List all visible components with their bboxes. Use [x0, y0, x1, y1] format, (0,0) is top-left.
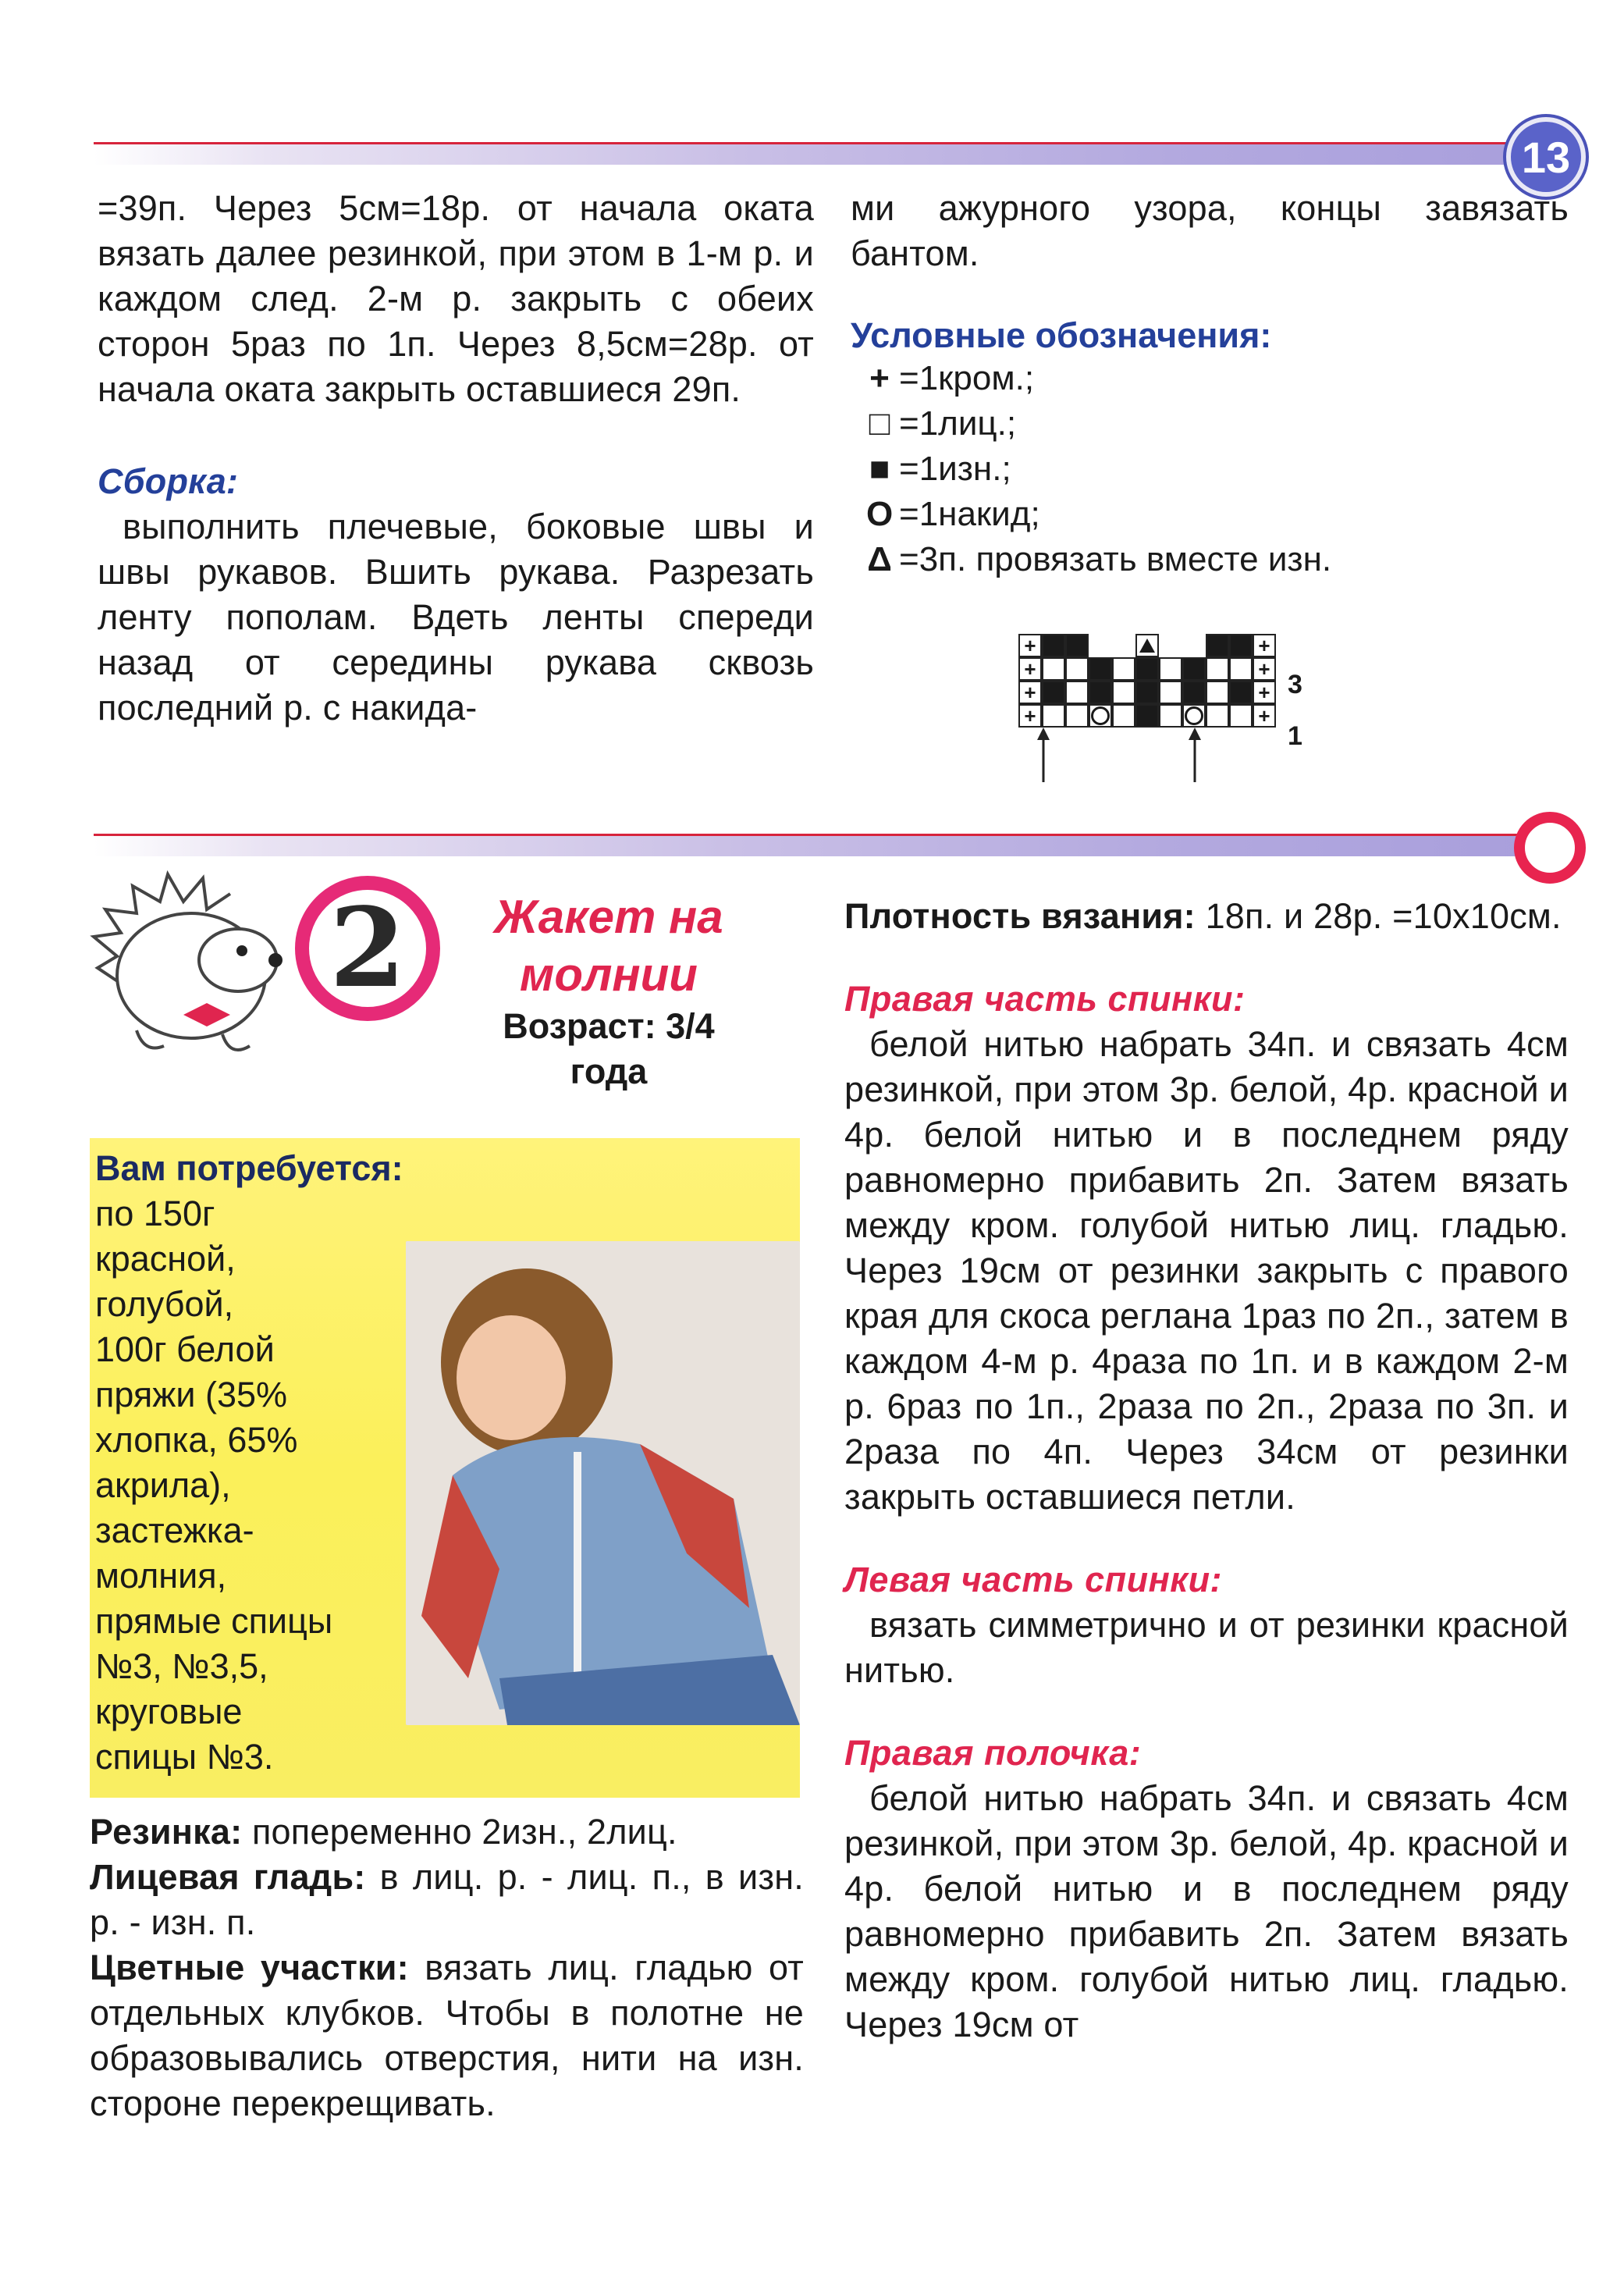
- chart-cell: [1135, 704, 1159, 728]
- chart-cell: [1089, 704, 1112, 728]
- legend-text: =3п. провязать вместе изн.: [899, 540, 1332, 578]
- instructions-column: [844, 894, 1569, 2048]
- chart-cell: [1112, 681, 1135, 704]
- chart-arrow-right-head: [1189, 728, 1201, 740]
- chart-cell: [1042, 704, 1065, 728]
- child-photo: [406, 1241, 800, 1725]
- chart-cell: [1159, 704, 1182, 728]
- chart-cell: +: [1018, 681, 1042, 704]
- chart-cell: [1229, 634, 1253, 657]
- stitch-chart-grid: [1018, 634, 1299, 728]
- materials-line: хлопка, 65%: [95, 1420, 298, 1460]
- chart-cell: [1112, 704, 1135, 728]
- materials-list: [95, 1191, 423, 1780]
- chart-cell: [1065, 634, 1089, 657]
- materials-line: молния,: [95, 1556, 227, 1596]
- chart-cell: [1206, 657, 1229, 681]
- middle-divider-band: [94, 834, 1522, 856]
- chart-cell: [1112, 657, 1135, 681]
- chart-cell: [1065, 681, 1089, 704]
- chart-cell: +: [1253, 634, 1276, 657]
- right-front-text: белой нитью набрать 34п. и связать 4см резинкой, при этом 3р. белой, 4р. красной и 4р. белой нитью и в последнем ряду равномерно прибавить 2п. Затем вязать между кром. голубой нитью лиц. гладью. Через 19см от: [844, 1778, 1569, 2044]
- yarn-over-icon: [1091, 706, 1110, 725]
- legend-heading: Условные обозначения:: [851, 315, 1272, 355]
- left-back-text: вязать симметрично и от резинки красной нитью.: [844, 1605, 1569, 1690]
- right-front-heading: Правая полочка:: [844, 1733, 1142, 1773]
- purl-stitch-symbol: ■: [869, 450, 890, 488]
- materials-heading: Вам потребуется:: [95, 1148, 403, 1188]
- chart-cell: +: [1253, 704, 1276, 728]
- legend-text: =1лиц.;: [899, 404, 1017, 443]
- chart-cell: [1182, 657, 1206, 681]
- materials-text: [95, 1146, 423, 1780]
- chart-cell: [1229, 657, 1253, 681]
- decrease-icon: [1139, 639, 1155, 653]
- project-number-badge: [295, 876, 440, 1021]
- assembly-heading: Сборка:: [98, 461, 239, 501]
- chart-cell: [1206, 704, 1229, 728]
- chart-row: [1018, 634, 1299, 657]
- density-paragraph: [844, 894, 1569, 939]
- chart-row: [1018, 681, 1299, 704]
- chart-row-label-3: 3: [1288, 670, 1302, 699]
- materials-line: пряжи (35%: [95, 1375, 288, 1414]
- edge-stitch-symbol: +: [869, 359, 890, 397]
- chart-cell: [1089, 657, 1112, 681]
- color-text: вязать лиц. гладью от отдельных клубков. Чтобы в полотне не образовывались отверстия, нити на изн. стороне перекрещивать.: [90, 1948, 804, 2123]
- chart-cell: [1135, 681, 1159, 704]
- chart-cell: [1159, 634, 1182, 657]
- project-title-block: [453, 888, 765, 1094]
- top-left-column: [98, 186, 814, 731]
- chart-cell: [1042, 681, 1065, 704]
- child-face: [457, 1315, 566, 1440]
- ribbon-continuation-text: ми ажурного узора, концы завязать бантом.: [851, 188, 1569, 273]
- assembly-text: выполнить плечевые, боковые швы и швы рукавов. Вшить рукава. Разрезать ленту пополам. Вдеть ленты спереди назад от середины рукава сквозь последний р. с накида-: [98, 507, 814, 728]
- top-divider-band: [94, 142, 1530, 165]
- chart-row: [1018, 657, 1299, 681]
- project-age-line1: Возраст: 3/4: [503, 1006, 715, 1046]
- top-right-column: [851, 186, 1569, 582]
- materials-line: по 150г: [95, 1194, 215, 1233]
- legend-list: [866, 356, 1569, 582]
- chart-cell: [1206, 634, 1229, 657]
- chart-cell: [1065, 704, 1089, 728]
- knit-stitch-symbol: □: [869, 404, 890, 443]
- child-jacket-zipper: [574, 1452, 581, 1702]
- legend-row-purl: [866, 447, 1569, 492]
- chart-cell: [1042, 657, 1065, 681]
- density-label: Плотность вязания:: [844, 896, 1196, 936]
- yarn-over-icon: [1185, 706, 1203, 725]
- materials-line: прямые спицы: [95, 1601, 333, 1641]
- color-label: Цветные участки:: [90, 1948, 409, 1987]
- chart-cell: [1159, 681, 1182, 704]
- page-number: 13: [1521, 132, 1571, 182]
- hedgehog-nose-icon: [268, 953, 283, 967]
- right-back-heading: Правая часть спинки:: [844, 979, 1246, 1019]
- rib-technique: [90, 1809, 804, 1855]
- materials-line: красной,: [95, 1239, 236, 1279]
- legend-text: =1накид;: [899, 495, 1040, 533]
- project-title-line2: молнии: [520, 948, 698, 1001]
- materials-line: круговые: [95, 1692, 243, 1731]
- stockinette-technique: [90, 1855, 804, 1945]
- chart-cell: [1065, 657, 1089, 681]
- materials-line: акрила),: [95, 1465, 231, 1505]
- chart-cell: [1112, 634, 1135, 657]
- materials-line: №3, №3,5,: [95, 1646, 268, 1686]
- project-number: 2: [329, 884, 406, 1012]
- sleeve-continuation-text: =39п. Через 5см=18р. от начала оката вязать далее резинкой, при этом в 1-м р. и каждом след. 2-м р. закрыть с обеих сторон 5раз по 1п. Через 8,5см=28р. от начала оката закрыть оставшиеся 29п.: [98, 188, 814, 409]
- materials-line: спицы №3.: [95, 1737, 274, 1777]
- chart-cell: [1206, 681, 1229, 704]
- chart-cell: +: [1018, 704, 1042, 728]
- chart-cell: [1159, 657, 1182, 681]
- stitch-chart: [1018, 634, 1299, 782]
- left-back-heading: Левая часть спинки:: [844, 1560, 1223, 1599]
- decrease-symbol: Δ: [867, 540, 892, 578]
- chart-cell: +: [1018, 657, 1042, 681]
- chart-cell: [1089, 634, 1112, 657]
- color-technique: [90, 1945, 804, 2126]
- chart-cell: +: [1253, 681, 1276, 704]
- density-text: 18п. и 28р. =10х10см.: [1195, 896, 1562, 936]
- rib-text: попеременно 2изн., 2лиц.: [242, 1812, 677, 1852]
- materials-line: голубой,: [95, 1284, 234, 1324]
- rib-label: Резинка:: [90, 1812, 243, 1852]
- chart-cell: +: [1018, 634, 1042, 657]
- techniques-block: [90, 1809, 804, 2126]
- chart-arrows: [1018, 728, 1299, 782]
- legend-row-knit: [866, 401, 1569, 447]
- chart-cell: [1042, 634, 1065, 657]
- chart-cell: [1182, 634, 1206, 657]
- stockinette-label: Лицевая гладь:: [90, 1857, 366, 1897]
- legend-text: =1изн.;: [899, 450, 1011, 488]
- chart-cell: [1229, 681, 1253, 704]
- chart-cell: [1229, 704, 1253, 728]
- hedgehog-illustration: [90, 859, 300, 1069]
- hedgehog-face: [199, 929, 277, 991]
- materials-line: застежка-: [95, 1510, 254, 1550]
- project-title-line1: Жакет на: [494, 891, 723, 943]
- stockinette-text: в лиц. р. - лиц. п., в изн. р. - изн. п.: [90, 1857, 804, 1942]
- chart-row: [1018, 704, 1299, 728]
- legend-row-decrease: [866, 537, 1569, 582]
- chart-cell: [1182, 681, 1206, 704]
- chart-cell: [1135, 657, 1159, 681]
- chart-cell: +: [1253, 657, 1276, 681]
- yarn-over-symbol: O: [866, 495, 894, 533]
- legend-row-yarnover: [866, 492, 1569, 537]
- chart-cell: [1135, 634, 1159, 657]
- materials-line: 100г белой: [95, 1329, 275, 1369]
- page-number-badge: [1506, 117, 1586, 197]
- chart-arrow-left-head: [1037, 728, 1050, 740]
- section-ring-icon: [1514, 812, 1586, 884]
- child-photo-illustration: [406, 1241, 800, 1725]
- legend-row-edge: [866, 356, 1569, 401]
- chart-cell: [1089, 681, 1112, 704]
- project-age-line2: года: [570, 1051, 648, 1091]
- right-back-text: белой нитью набрать 34п. и связать 4см резинкой, при этом 3р. белой, 4р. красной и 4р. белой нитью и в последнем ряду равномерно прибавить 2п. Затем вязать между кром. голубой нитью лиц. гладью. Через 19см от резинки закрыть с правого края для скоса реглана 1раз по 2п., затем в каждом 4-м р. 4раза по 1п. и в каждом 2-м р. 6раз по 1п., 2раза по 2п., 2раза по 3п. и 2раза по 4п. Через 34см от резинки закрыть оставшиеся петли.: [844, 1024, 1569, 1517]
- chart-cell: [1182, 704, 1206, 728]
- hedgehog-eye-icon: [236, 945, 247, 956]
- legend-text: =1кром.;: [899, 359, 1035, 397]
- chart-row-label-1: 1: [1288, 721, 1302, 751]
